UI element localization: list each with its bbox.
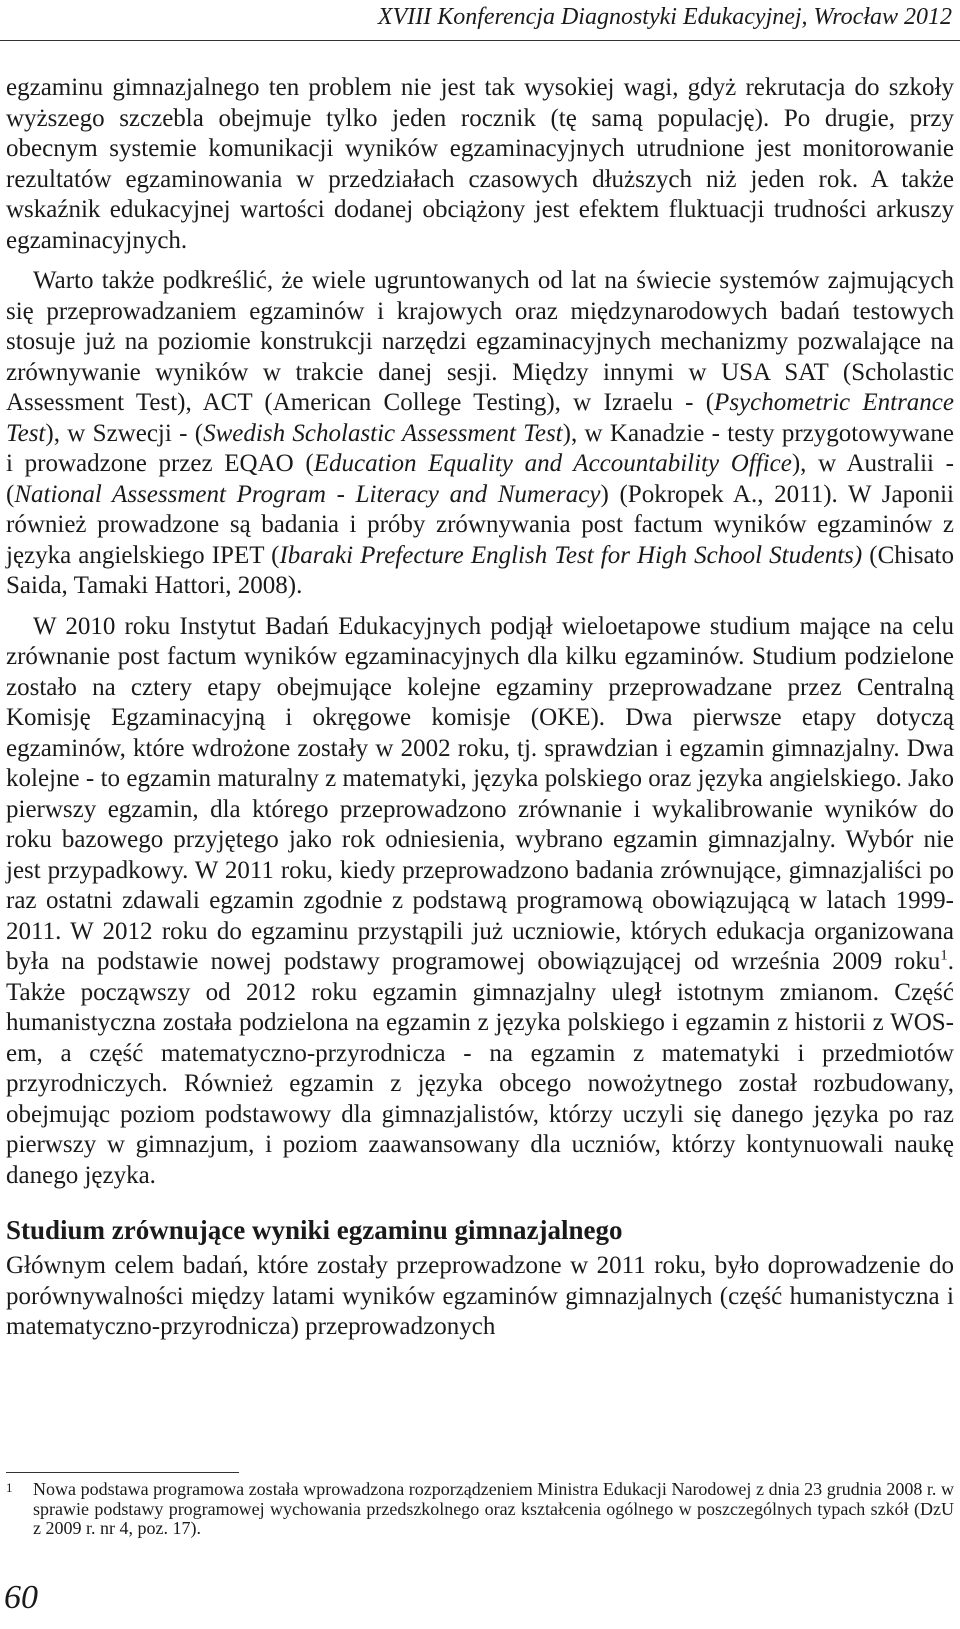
p2-text-5: ) (Pokropek A., 2011). W Japonii również prowadzone są badania i próby zrównywania post factum wyników egzaminów z języka angielskiego IPET ( [6, 480, 954, 569]
page-number: 60 [4, 1579, 38, 1616]
footnote-mark: 1 [6, 1480, 13, 1495]
footnote-text: Nowa podstawa programowa została wprowadzona rozporządzeniem Ministra Edukacji Narodowej z dnia 23 grudnia 2008 r. w sprawie podstawy programowej wychowania przedszkolnego oraz kształcenia ogólnego w poszczególnych typach szkół (DzU z 2009 r. nr 4, poz. 17). [33, 1479, 954, 1538]
running-header [0, 0, 960, 41]
p2-text-2: ), w Szwecji - ( [45, 419, 204, 447]
p2-text-1: Warto także podkreślić, że wiele ugruntowanych od lat na świecie systemów zajmujących się przeprowadzaniem egzaminów i krajowych oraz międzynarodowych badań testowych stosuje już na poziomie konstrukcji narzędzi egzaminacyjnych mechanizmy pozwalające na zrównywanie wyników w trakcie danej sesji. Między innymi w USA SAT (Scholastic Assessment Test), ACT (American College Testing), w Izraelu - ( [6, 267, 954, 416]
p2-italic-3: Education Equality and Accountability Office [313, 450, 792, 477]
footnote-divider [6, 1472, 239, 1473]
footnote [6, 1480, 954, 1539]
header-title: XVIII Konferencja Diagnostyki Edukacyjnej, Wrocław 2012 [377, 4, 952, 30]
p2-text-3: ), w Kanadzie - testy przygotowywane i prowadzone przez EQAO ( [6, 419, 954, 477]
p2-italic-2: Swedish Scholastic Assessment Test [203, 419, 563, 447]
p2-text-6: (Chisato Saida, Tamaki Hattori, 2008). [6, 541, 955, 599]
p2-italic-4: National Assessment Program - Literacy and Numeracy [14, 480, 601, 508]
paragraph-4: Głównym celem badań, które zostały przeprowadzone w 2011 roku, było doprowadzenie do porównywalności między latami wyników egzaminów gimnazjalnych (część humanistyczna i matematyczno-przyrodnicza) przeprowadzonych [6, 1252, 954, 1340]
p2-italic-1: Psychometric Entrance Test [6, 389, 954, 447]
p2-text-4: ), w Australii - ( [6, 450, 954, 508]
paragraph-3 [6, 612, 954, 1192]
main-text [6, 73, 954, 1343]
paragraph-1: egzaminu gimnazjalnego ten problem nie jest tak wysokiej wagi, gdyż rekrutacja do szkoły wyższego szczebla obejmuje tylko jeden rocznik (tę samą populację). Po drugie, przy obecnym systemie komunikacji wyników egzaminacyjnych utrudnione jest monitorowanie rezultatów egzaminowania w przedziałach czasowych dłuższych niż jeden rok. A także wskaźnik edukacyjnej wartości dodanej obciążony jest efektem fluktuacji trudności arkuszy egzaminacyjnych. [6, 74, 954, 254]
footnote-reference: 1 [940, 947, 948, 964]
p3-text-1: W 2010 roku Instytut Badań Edukacyjnych podjął wieloetapowe studium mające na celu zrównanie post factum wyników egzaminacyjnych dla kilku egzaminów. Studium podzielone zostało na cztery etapy obejmujące kolejne egzaminy przeprowadzane przez Centralną Komisję Egzaminacyjną i okręgowe komisje (OKE). Dwa pierwsze etapy dotyczą egzaminów, które wdrożone zostały w 2002 roku, tj. sprawdzian i egzamin gimnazjalny. Dwa kolejne - to egzamin maturalny z matematyki, języka polskiego oraz języka angielskiego. Jako pierwszy egzamin, dla którego przeprowadzono zrównanie i wykalibrowanie wyników do roku bazowego przyjętego jako rok odniesienia, wybrano egzamin gimnazjalny. Wybór nie jest przypadkowy. W 2011 roku, kiedy przeprowadzono badania zrównujące, gimnazjaliści po raz ostatni zdawali egzamin zgodnie z podstawą programową obowiązującą w latach 1999-2011. W 2012 roku do egzaminu przystąpili już uczniowie, których edukacja organizowana była na podstawie nowej podstawy programowej obowiązującej od września 2009 roku [6, 612, 954, 975]
section-heading: Studium zrównujące wyniki egzaminu gimnazjalnego [6, 1215, 623, 1245]
paragraph-2 [6, 266, 954, 602]
p2-italic-5: Ibaraki Prefecture English Test for High School Students) [279, 541, 863, 569]
p3-text-2: . Także począwszy od 2012 roku egzamin gimnazjalny uległ istotnym zmianom. Część humanistyczna została podzielona na egzamin z języka polskiego i egzamin z historii z WOS-em, a część matematyczno-przyrodnicza - na egzamin z matematyki i przedmiotów przyrodniczych. Również egzamin z języka obcego nowożytnego został rozbudowany, obejmując poziom podstawowy dla gimnazjalistów, którzy uczyli się danego języka po raz pierwszy w gimnazjum, i poziom zaawansowany dla uczniów, którzy kontynuowali naukę danego języka. [6, 948, 954, 1189]
